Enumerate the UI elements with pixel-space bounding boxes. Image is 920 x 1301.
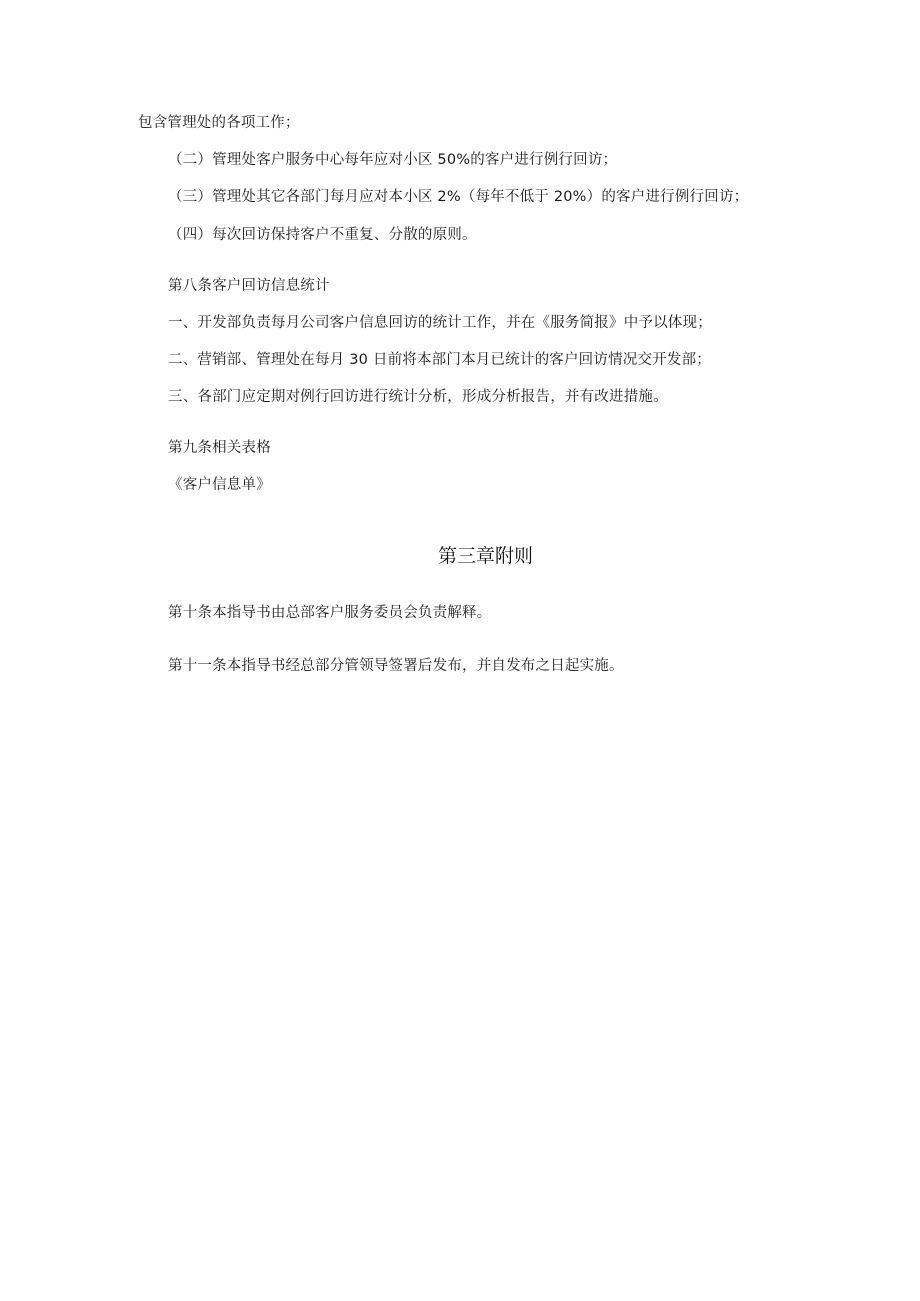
article-8-title: 第八条客户回访信息统计	[168, 278, 330, 294]
chapter-3-title: 第三章附则	[438, 546, 534, 567]
clause-3: （三）管理处其它各部门每月应对本小区 2%（每年不低于 20%）的客户进行例行回访；	[168, 189, 749, 205]
article-8-item-2: 二、营销部、管理处在每月 30 日前将本部门本月已统计的客户回访情况交开发部；	[168, 352, 711, 368]
clause-4: （四）每次回访保持客户不重复、分散的原则。	[168, 227, 477, 243]
article-9-title: 第九条相关表格	[168, 440, 271, 456]
clause-2: （二）管理处客户服务中心每年应对小区 50%的客户进行例行回访；	[168, 152, 618, 168]
article-10: 第十条本指导书由总部客户服务委员会负责解释。	[168, 605, 492, 621]
article-11: 第十一条本指导书经总部分管领导签署后发布，并自发布之日起实施。	[168, 658, 624, 674]
article-8-item-3: 三、各部门应定期对例行回访进行统计分析，形成分析报告，并有改进措施。	[168, 389, 668, 405]
continuation-line: 包含管理处的各项工作；	[138, 115, 300, 131]
article-9-form: 《客户信息单》	[168, 477, 271, 493]
article-8-item-1: 一、开发部负责每月公司客户信息回访的统计工作，并在《服务简报》中予以体现；	[168, 315, 712, 331]
